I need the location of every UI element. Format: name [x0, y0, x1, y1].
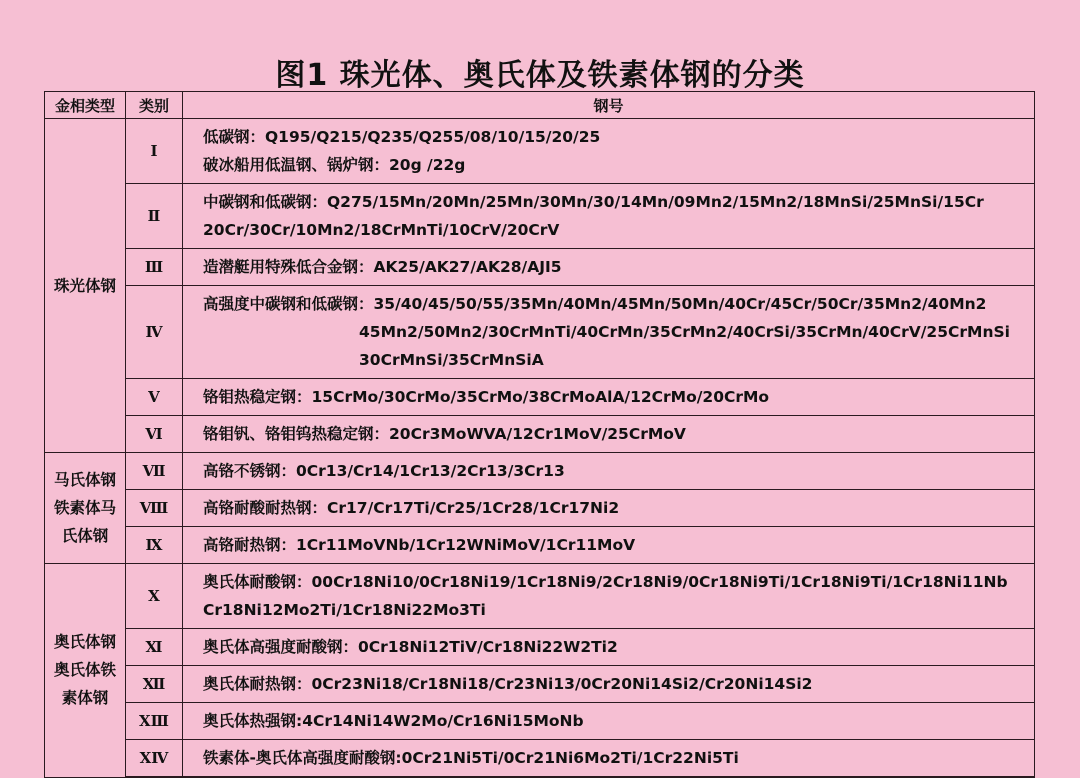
category-label: Ⅵ	[145, 425, 163, 443]
table-row	[45, 184, 1035, 249]
category-cell	[126, 490, 183, 527]
steel-cell	[183, 490, 1035, 527]
steel-line: Cr18Ni12Mo2Ti/1Cr18Ni22Mo3Ti	[203, 601, 486, 619]
category-label: Ⅸ	[145, 536, 163, 554]
table-row	[45, 564, 1035, 629]
category-cell	[126, 527, 183, 564]
category-label: XⅣ	[139, 749, 169, 767]
category-label: Ⅷ	[139, 499, 169, 517]
steel-cell	[183, 453, 1035, 490]
table-row	[45, 416, 1035, 453]
group-cell-austenite	[45, 564, 126, 778]
category-cell	[126, 184, 183, 249]
header-phase: 金相类型	[45, 92, 126, 119]
group-label: 奥氏体铁	[53, 661, 116, 680]
table-row	[45, 703, 1035, 740]
group-cell-martensite	[45, 453, 126, 564]
steel-line: 中碳钢和低碳钢：Q275/15Mn/20Mn/25Mn/30Mn/30/14Mn/09Mn2/15Mn2/18MnSi/25MnSi/15Cr	[203, 193, 984, 211]
group-label: 马氏体钢	[53, 471, 116, 489]
steel-line: 20Cr/30Cr/10Mn2/18CrMnTi/10CrV/20CrV	[203, 221, 560, 239]
table-row	[45, 666, 1035, 703]
steel-line: 铬钼钒、铬钼钨热稳定钢：20Cr3MoWVA/12Cr1MoV/25CrMoV	[203, 425, 686, 443]
steel-line: 低碳钢：Q195/Q215/Q235/Q255/08/10/15/20/25	[203, 128, 601, 146]
table-header-row	[45, 92, 1035, 119]
steel-cell	[183, 564, 1035, 629]
table-row	[45, 286, 1035, 379]
steel-line: 高铬不锈钢：0Cr13/Cr14/1Cr13/2Cr13/3Cr13	[203, 462, 565, 480]
category-cell	[126, 666, 183, 703]
category-label: Ⅳ	[145, 323, 163, 341]
category-label: Ⅴ	[148, 388, 160, 406]
category-label: XⅢ	[139, 712, 169, 730]
steel-line: 奥氏体高强度耐酸钢：0Cr18Ni12TiV/Cr18Ni22W2Ti2	[203, 638, 618, 656]
category-cell	[126, 629, 183, 666]
table-row	[45, 379, 1035, 416]
steel-cell	[183, 740, 1035, 778]
steel-cell	[183, 527, 1035, 564]
steel-cell	[183, 379, 1035, 416]
steel-line: 奥氏体耐酸钢：00Cr18Ni10/0Cr18Ni19/1Cr18Ni9/2Cr18Ni9/0Cr18Ni9Ti/1Cr18Ni9Ti/1Cr18Ni11Nb	[203, 573, 1008, 591]
table-row	[45, 629, 1035, 666]
group-label: 铁素体马	[53, 499, 116, 517]
group-label: 奥氏体钢	[53, 633, 116, 652]
steel-line: 奥氏体热强钢:4Cr14Ni14W2Mo/Cr16Ni15MoNb	[203, 712, 584, 730]
steel-line: 高铬耐酸耐热钢：Cr17/Cr17Ti/Cr25/1Cr28/1Cr17Ni2	[203, 499, 620, 517]
steel-line: 造潜艇用特殊低合金钢：AK25/AK27/AK28/AJI5	[203, 258, 562, 276]
table-row	[45, 249, 1035, 286]
group-label: 珠光体钢	[53, 276, 116, 295]
table-row	[45, 490, 1035, 527]
category-label: Ⅶ	[142, 462, 166, 480]
category-cell	[126, 416, 183, 453]
steel-line: 铬钼热稳定钢：15CrMo/30CrMo/35CrMo/38CrMoAlA/12CrMo/20CrMo	[203, 388, 770, 406]
page-title: 图1 珠光体、奥氏体及铁素体钢的分类	[275, 58, 805, 93]
header-category: 类别	[126, 92, 183, 119]
steel-line: 30CrMnSi/35CrMnSiA	[359, 351, 544, 369]
category-cell	[126, 453, 183, 490]
category-label: Ⅺ	[145, 638, 163, 656]
steel-cell	[183, 286, 1035, 379]
steel-line: 破冰船用低温钢、锅炉钢：20g /22g	[203, 156, 466, 174]
group-cell-pearlite	[45, 119, 126, 453]
steel-cell	[183, 666, 1035, 703]
steel-cell	[183, 703, 1035, 740]
header-steel: 钢号	[183, 92, 1035, 119]
category-label: Ⅹ	[148, 587, 160, 605]
steel-cell	[183, 249, 1035, 286]
steel-classification-table	[44, 91, 1035, 778]
steel-line: 奥氏体耐热钢：0Cr23Ni18/Cr18Ni18/Cr23Ni13/0Cr20Ni14Si2/Cr20Ni14Si2	[203, 675, 813, 693]
category-cell	[126, 564, 183, 629]
steel-line: 铁素体-奥氏体高强度耐酸钢:0Cr21Ni5Ti/0Cr21Ni6Mo2Ti/1Cr22Ni5Ti	[203, 749, 739, 767]
steel-line: 高铬耐热钢：1Cr11MoVNb/1Cr12WNiMoV/1Cr11MoV	[203, 536, 636, 554]
category-label: Ⅲ	[144, 258, 164, 276]
category-cell	[126, 703, 183, 740]
category-cell	[126, 379, 183, 416]
category-label: Ⅻ	[142, 675, 166, 693]
category-cell	[126, 286, 183, 379]
table-row	[45, 453, 1035, 490]
steel-cell	[183, 629, 1035, 666]
category-cell	[126, 740, 183, 778]
steel-line: 高强度中碳钢和低碳钢：35/40/45/50/55/35Mn/40Mn/45Mn/50Mn/40Cr/45Cr/50Cr/35Mn2/40Mn2	[203, 295, 987, 313]
category-label: Ⅰ	[150, 142, 158, 160]
group-label: 氏体钢	[61, 527, 109, 545]
table-row	[45, 119, 1035, 184]
category-cell	[126, 119, 183, 184]
steel-cell	[183, 416, 1035, 453]
steel-cell	[183, 184, 1035, 249]
table-row	[45, 527, 1035, 564]
group-label: 素体钢	[61, 689, 109, 708]
category-label: Ⅱ	[147, 207, 161, 225]
category-cell	[126, 249, 183, 286]
steel-cell	[183, 119, 1035, 184]
table-row	[45, 740, 1035, 778]
steel-line: 45Mn2/50Mn2/30CrMnTi/40CrMn/35CrMn2/40CrSi/35CrMn/40CrV/25CrMnSi	[359, 323, 1010, 341]
